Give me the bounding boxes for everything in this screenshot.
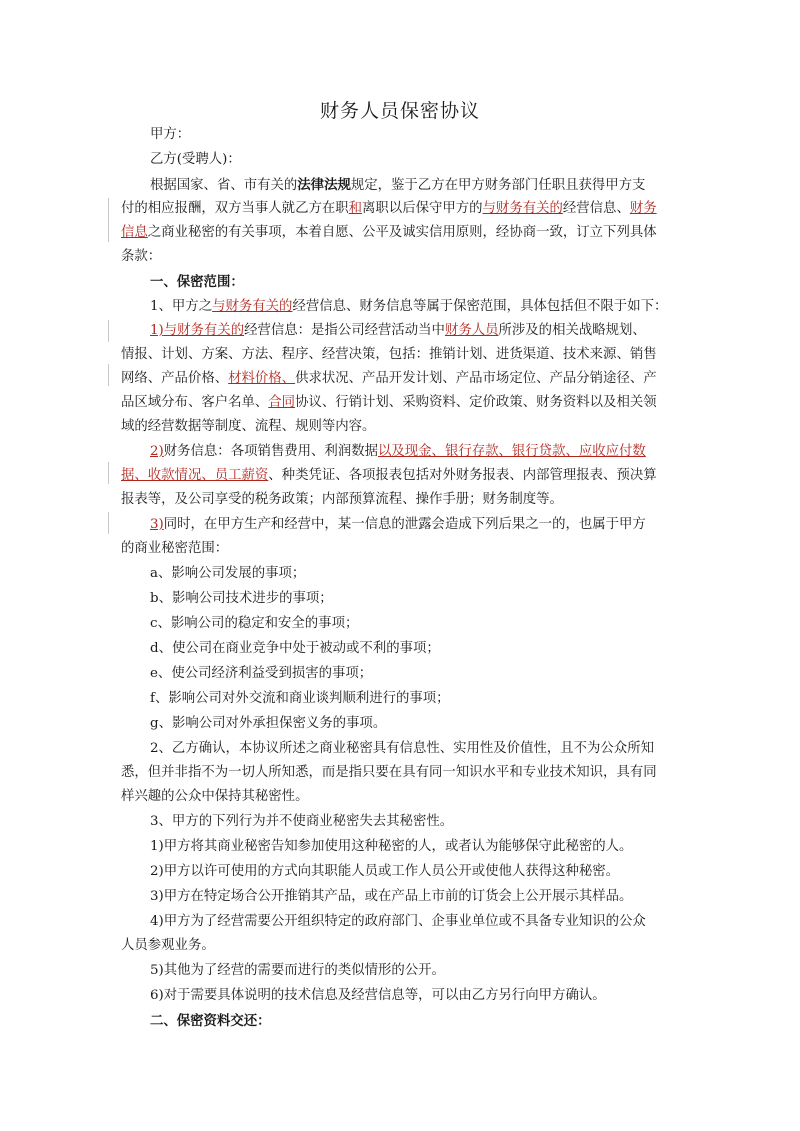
change-bar (108, 462, 109, 484)
clause-line: 情报、计划、方案、方法、程序、经营决策，包括：推销计划、进货渠道、技术来源、销售 (121, 347, 657, 362)
list-item: 人员参观业务。 (121, 938, 215, 953)
intro-paragraph-line: 信息之商业秘密的有关事项，本着自愿、公平及诚实信用原则，经协商一致，订立下列具体 (121, 225, 657, 240)
clause-line: 样兴趣的公众中保持其秘密性。 (121, 789, 309, 804)
clause-line: 3、甲方的下列行为并不使商业秘密失去其秘密性。 (150, 814, 454, 829)
party-a-label: 甲方： (150, 127, 191, 142)
clause-line: 2)财务信息：各项销售费用、利润数据以及现金、银行存款、银行贷款、应收应付数 (150, 444, 646, 459)
clause-line: 3)同时，在甲方生产和经营中，某一信息的泄露会造成下列后果之一的，也属于甲方 (150, 517, 646, 532)
list-item: a、影响公司发展的事项； (150, 566, 306, 581)
list-item: 6)对于需要具体说明的技术信息及经营信息等，可以由乙方另行向甲方确认。 (150, 988, 606, 1003)
list-item: g、影响公司对外承担保密义务的事项。 (150, 716, 387, 731)
clause-line: 品区域分布、客户名单、合同协议、行销计划、采购资料、定价政策、财务资料以及相关领 (121, 395, 657, 410)
list-item: d、使公司在商业竞争中处于被动或不利的事项； (150, 641, 440, 656)
intro-paragraph-line: 付的相应报酬，双方当事人就乙方在职和离职以后保守甲方的与财务有关的经营信息、财务 (121, 201, 657, 216)
clause-line: 悉，但并非指不为一切人所知悉，而是指只要在具有同一知识水平和专业技术知识，具有同 (121, 765, 657, 780)
party-b-label: 乙方(受聘人)： (150, 152, 241, 167)
clause-line: 网络、产品价格、材料价格、供求状况、产品开发计划、产品市场定位、产品分销途径、产 (121, 371, 657, 386)
list-item: 5)其他为了经营的需要而进行的类似情形的公开。 (150, 963, 445, 978)
list-item: e、使公司经济利益受到损害的事项； (150, 666, 373, 681)
document-title: 财务人员保密协议 (319, 100, 480, 122)
change-bar (108, 512, 109, 534)
section-heading: 二、保密资料交还： (150, 1013, 271, 1029)
clause-line: 的商业秘密范围： (121, 541, 229, 556)
change-bar (108, 198, 109, 242)
list-item: 3)甲方在特定场合公开推销其产品，或在产品上市前的订货会上公开展示其样品。 (150, 889, 633, 904)
intro-paragraph-line: 条款： (121, 249, 162, 264)
intro-paragraph-line: 根据国家、省、市有关的法律法规规定，鉴于乙方在甲方财务部门任职且获得甲方支 (150, 177, 646, 193)
clause-line: 据、收款情况、员工薪资、种类凭证、各项报表包括对外财务报表、内部管理报表、预决算 (121, 468, 657, 483)
list-item: 2)甲方以许可使用的方式向其职能人员或工作人员公开或使他人获得这种秘密。 (150, 864, 620, 879)
clause-line: 1)与财务有关的经营信息：是指公司经营活动当中财务人员所涉及的相关战略规划、 (150, 323, 646, 338)
list-item: 4)甲方为了经营需要公开组织特定的政府部门、企事业单位或不具备专业知识的公众 (150, 914, 646, 929)
list-item: 1)甲方将其商业秘密告知参加使用这种秘密的人，或者认为能够保守此秘密的人。 (150, 839, 633, 854)
clause-line: 域的经营数据等制度、流程、规则等内容。 (121, 419, 376, 434)
section-heading: 一、保密范围： (150, 274, 244, 290)
list-item: b、影响公司技术进步的事项； (150, 591, 333, 606)
clause-line: 2、乙方确认，本协议所述之商业秘密具有信息性、实用性及价值性，且不为公众所知 (150, 741, 654, 756)
list-item: f、影响公司对外交流和商业谈判顺利进行的事项； (150, 691, 450, 706)
list-item: c、影响公司的稳定和安全的事项； (150, 616, 359, 631)
clause-line: 1、甲方之与财务有关的经营信息、财务信息等属于保密范围，具体包括但不限于如下： (150, 299, 668, 314)
change-bar (108, 320, 109, 342)
change-bar (108, 364, 109, 386)
clause-line: 报表等，及公司享受的税务政策；内部预算流程、操作手册；财务制度等。 (121, 492, 563, 507)
